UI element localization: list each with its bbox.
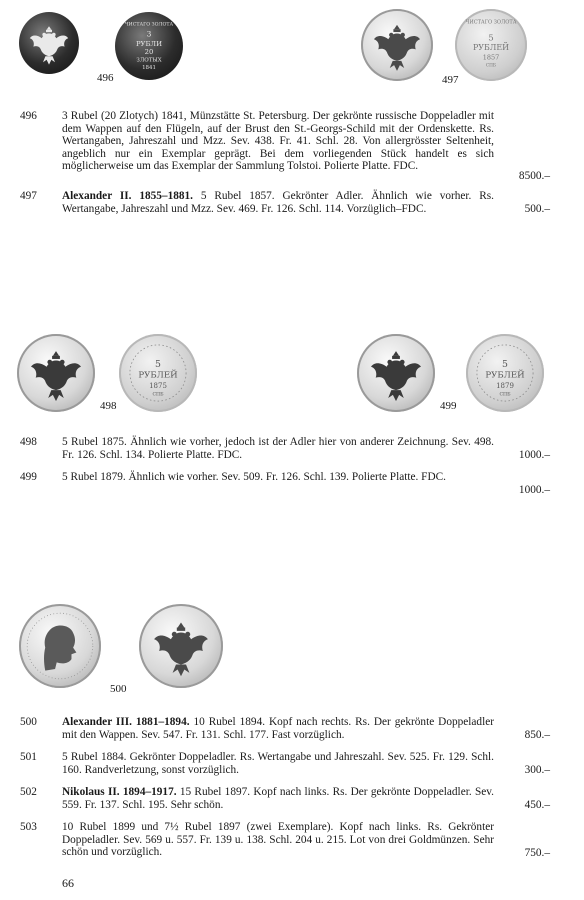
coin-499-obverse <box>357 334 435 412</box>
coin-496-year: 1841 <box>142 65 156 72</box>
coin-500-obverse <box>19 604 101 688</box>
coin-496-zloty-value: 20 <box>144 48 154 57</box>
lot-entry-502 <box>20 786 550 814</box>
page-number: 66 <box>62 876 74 890</box>
coin-497-reverse <box>455 9 527 81</box>
coin-497-value: 5 <box>488 33 494 44</box>
lot-price: 500.– <box>524 203 550 215</box>
coin-496-reverse <box>115 12 183 80</box>
coin-498-reverse <box>119 334 197 412</box>
coin-499-mint: СПБ <box>499 392 511 398</box>
lot-description: Nikolaus II. 1894–1917. 15 Rubel 1897. Kopf nach links. Rs. Der gekrönte Doppeladler. Sev. 559. Fr. 137. Schl. 195. Sehr schön. <box>62 786 494 811</box>
coin-496-zloty-unit: ЗЛОТЫХ <box>136 57 162 64</box>
coin-498-year: 1875 <box>149 380 167 390</box>
coin-496-value: 3 <box>146 29 152 39</box>
lot-entry-499 <box>20 471 550 499</box>
lot-number: 501 <box>20 751 37 763</box>
coin-497-legend: ЧИСТАГО ЗОЛОТА <box>465 19 517 26</box>
lot-entry-501 <box>20 751 550 779</box>
lot-price: 1000.– <box>518 484 550 496</box>
lot-entry-496 <box>20 110 550 180</box>
coin-498-obverse <box>17 334 95 412</box>
coin-497-year: 1857 <box>482 53 500 62</box>
lot-description: 5 Rubel 1879. Ähnlich wie vorher. Sev. 509. Fr. 126. Schl. 139. Polierte Platte. FDC. <box>62 471 446 483</box>
lot-number: 503 <box>20 821 37 833</box>
coin-497-mint: СПБ <box>485 63 497 69</box>
lot-price: 450.– <box>524 799 550 811</box>
lot-entry-503 <box>20 821 550 861</box>
lot-description: Alexander III. 1881–1894. 10 Rubel 1894. Kopf nach rechts. Rs. Der gekrönte Doppeladler mit den Wappen. Sev. 547. Fr. 131. Schl. 177. Fast vorzüglich. <box>62 716 494 741</box>
coin-498-mint: СПБ <box>152 392 164 398</box>
image-label-500: 500 <box>110 683 127 695</box>
lot-price: 850.– <box>524 729 550 741</box>
lot-number: 496 <box>20 110 37 122</box>
lot-number: 499 <box>20 471 37 483</box>
image-label-496: 496 <box>97 72 114 84</box>
lot-price: 8500.– <box>518 170 550 182</box>
coin-499-unit: РУБЛЕЙ <box>485 370 525 381</box>
lot-price: 1000.– <box>518 449 550 461</box>
coin-498-unit: РУБЛЕЙ <box>138 370 178 381</box>
lot-description: 5 Rubel 1875. Ähnlich wie vorher, jedoch ist der Adler hier von anderer Zeichnung. Sev. 498. Fr. 126. Schl. 134. Polierte Platte. FDC. <box>62 436 494 461</box>
lot-number: 498 <box>20 436 37 448</box>
image-label-498: 498 <box>100 400 117 412</box>
coin-497-unit: РУБЛЕЙ <box>472 43 510 53</box>
coin-496-unit: РУБЛИ <box>135 40 163 48</box>
lot-price: 300.– <box>524 764 550 776</box>
lot-entry-498 <box>20 436 550 464</box>
lot-price: 750.– <box>524 847 550 859</box>
coin-497-obverse <box>361 9 433 81</box>
lot-number: 497 <box>20 190 37 202</box>
coin-499-year: 1879 <box>496 380 514 390</box>
image-label-499: 499 <box>440 400 457 412</box>
lot-entry-497 <box>20 190 550 218</box>
coin-499-value: 5 <box>502 358 508 370</box>
lot-number: 502 <box>20 786 37 798</box>
coin-500-reverse <box>139 604 223 688</box>
lot-description: Alexander II. 1855–1881. 5 Rubel 1857. Gekrönter Adler. Ähnlich wie vorher. Rs. Wertangabe, Jahreszahl und Mzz. Sev. 469. Fr. 126. Schl. 114. Vorzüglich–FDC. <box>62 190 494 215</box>
lot-entry-500 <box>20 716 550 744</box>
lot-description: 3 Rubel (20 Zlotych) 1841, Münzstätte St. Petersburg. Der gekrönte russische Doppeladler mit dem Wappen auf den Flügeln, auf der Brust den St.-Georgs-Schild mit der Ordenskette. Rs. Wertangaben, Jahreszahl und Mzz. Sev. 438. Fr. 41. Schl. 28. Von allergrösster Seltenheit, angeblich nur ein Exemplar geprägt. Bei dem vorliegenden Stück handelt es sich möglicherweise um das Exemplar der Sammlung Tolstoi. Polierte Platte. FDC. <box>62 110 494 173</box>
lot-description: 10 Rubel 1899 und 7½ Rubel 1897 (zwei Exemplare). Kopf nach links. Rs. Gekrönter Doppeladler. Sev. 569 u. 557. Fr. 139 u. 138. Schl. 204 u. 215. Lot von drei Goldmünzen. Sehr schön und vorzüglich. <box>62 821 494 859</box>
coin-498-value: 5 <box>155 358 161 370</box>
coin-496-legend: ЧИСТАГО ЗОЛОТА <box>124 22 174 28</box>
lot-number: 500 <box>20 716 37 728</box>
coin-499-reverse <box>466 334 544 412</box>
coin-496-obverse <box>19 12 79 74</box>
image-label-497: 497 <box>442 74 459 86</box>
lot-description: 5 Rubel 1884. Gekrönter Doppeladler. Rs. Wertangabe und Jahreszahl. Sev. 525. Fr. 129. Schl. 160. Randverletzung, sonst vorzüglich. <box>62 751 494 776</box>
